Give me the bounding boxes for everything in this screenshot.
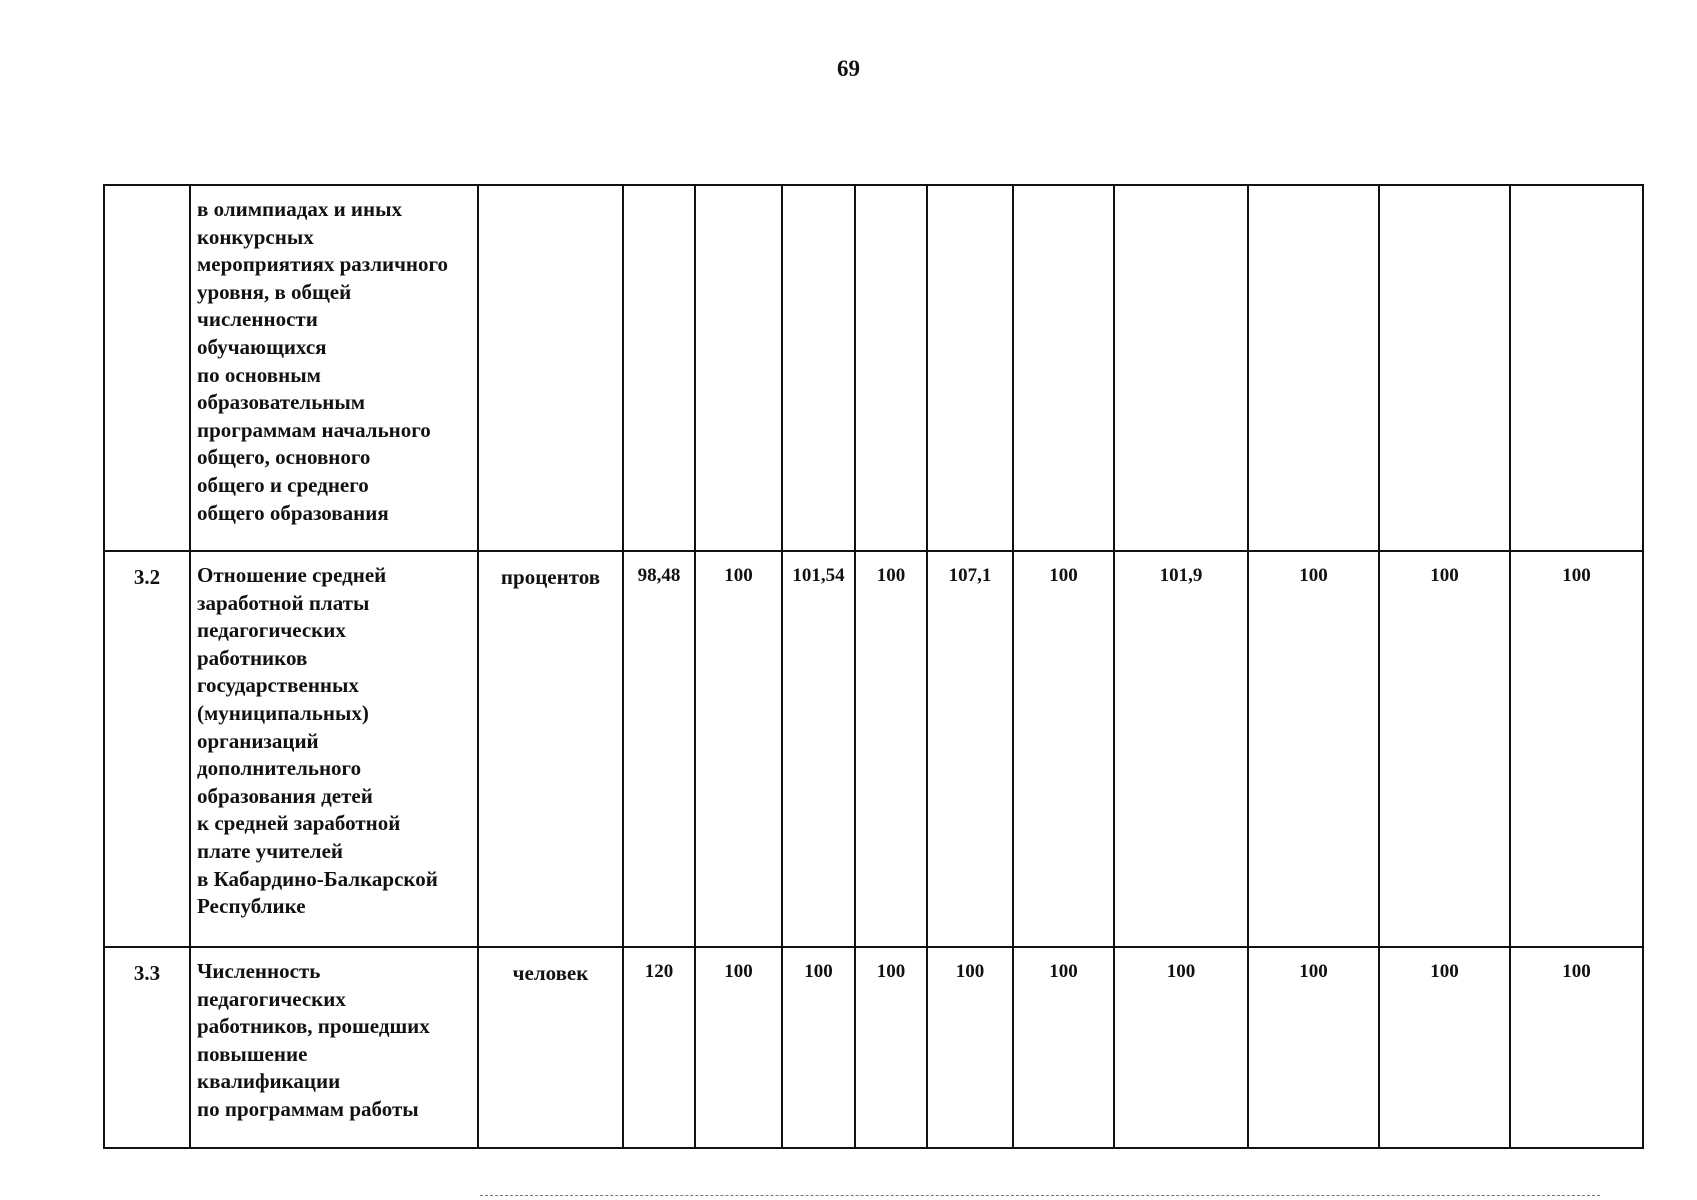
indicator-description-cell	[190, 185, 478, 551]
description-line: обучающихся	[197, 334, 327, 359]
description-line: в олимпиадах и иных	[197, 197, 403, 221]
description-line: плате учителей	[197, 838, 344, 863]
unit-cell: процентов	[478, 551, 623, 947]
table-row	[104, 947, 1643, 1148]
value-cell	[695, 185, 782, 551]
description-line: (муниципальных)	[197, 700, 369, 725]
value-cell: 100	[1379, 947, 1510, 1148]
value-cell	[1379, 185, 1510, 551]
bottom-divider	[480, 1195, 1600, 1196]
description-line: образования детей	[197, 783, 373, 808]
indicator-description-cell	[190, 551, 478, 947]
unit-cell: человек	[478, 947, 623, 1148]
table-row	[104, 185, 1643, 551]
value-cell: 101,54	[782, 551, 855, 947]
indicator-description-cell	[190, 947, 478, 1148]
value-cell: 120	[623, 947, 695, 1148]
description-line: образовательным	[197, 390, 366, 415]
description-line: работников	[197, 645, 308, 670]
value-cell: 100	[1248, 551, 1379, 947]
value-cell	[623, 185, 695, 551]
value-cell	[1013, 185, 1114, 551]
value-cell: 100	[1248, 947, 1379, 1148]
description-line: педагогических	[197, 986, 346, 1011]
description-line: конкурсных	[197, 224, 314, 249]
table-row	[104, 551, 1643, 947]
value-cell	[1248, 185, 1379, 551]
description-line: организаций	[197, 728, 319, 753]
description-line: заработной платы	[197, 590, 370, 615]
value-cell	[1114, 185, 1248, 551]
description-line: Республике	[197, 894, 306, 919]
description-line: численности	[197, 307, 318, 332]
value-cell: 100	[695, 947, 782, 1148]
value-cell: 100	[927, 947, 1013, 1148]
description-line: программам начального	[197, 417, 431, 442]
description-line: Численность	[197, 959, 321, 983]
description-line: в Кабардино-Балкарской	[197, 866, 438, 891]
value-cell: 100	[1379, 551, 1510, 947]
description-line: педагогических	[197, 618, 346, 643]
description-line: повышение	[197, 1041, 308, 1066]
description-line: общего, основного	[197, 445, 371, 470]
value-cell: 101,9	[1114, 551, 1248, 947]
value-cell: 100	[1013, 551, 1114, 947]
value-cell: 100	[1013, 947, 1114, 1148]
value-cell: 100	[695, 551, 782, 947]
value-cell	[855, 185, 927, 551]
description-line: дополнительного	[197, 756, 362, 781]
value-cell: 98,48	[623, 551, 695, 947]
value-cell: 107,1	[927, 551, 1013, 947]
description-line: государственных	[197, 673, 359, 698]
value-cell: 100	[1114, 947, 1248, 1148]
page-number: 69	[837, 56, 860, 81]
value-cell: 100	[1510, 551, 1643, 947]
value-cell: 100	[855, 947, 927, 1148]
value-cell	[782, 185, 855, 551]
value-cell: 100	[855, 551, 927, 947]
value-cell	[927, 185, 1013, 551]
row-number-cell	[104, 185, 190, 551]
description-line: мероприятиях различного	[197, 252, 449, 277]
description-line: общего образования	[197, 500, 389, 525]
description-line: по основным	[197, 362, 321, 387]
row-number-cell: 3.2	[104, 551, 190, 947]
description-line: к средней заработной	[197, 811, 401, 836]
description-line: работников, прошедших	[197, 1014, 430, 1039]
description-line: уровня, в общей	[197, 279, 352, 304]
value-cell	[1510, 185, 1643, 551]
value-cell: 100	[1510, 947, 1643, 1148]
row-number-cell: 3.3	[104, 947, 190, 1148]
indicators-table	[103, 184, 1644, 1149]
description-line: по программам работы	[197, 1096, 419, 1121]
value-cell: 100	[782, 947, 855, 1148]
description-line: общего и среднего	[197, 472, 369, 497]
unit-cell	[478, 185, 623, 551]
description-line: Отношение средней	[197, 563, 387, 587]
description-line: квалификации	[197, 1069, 341, 1094]
